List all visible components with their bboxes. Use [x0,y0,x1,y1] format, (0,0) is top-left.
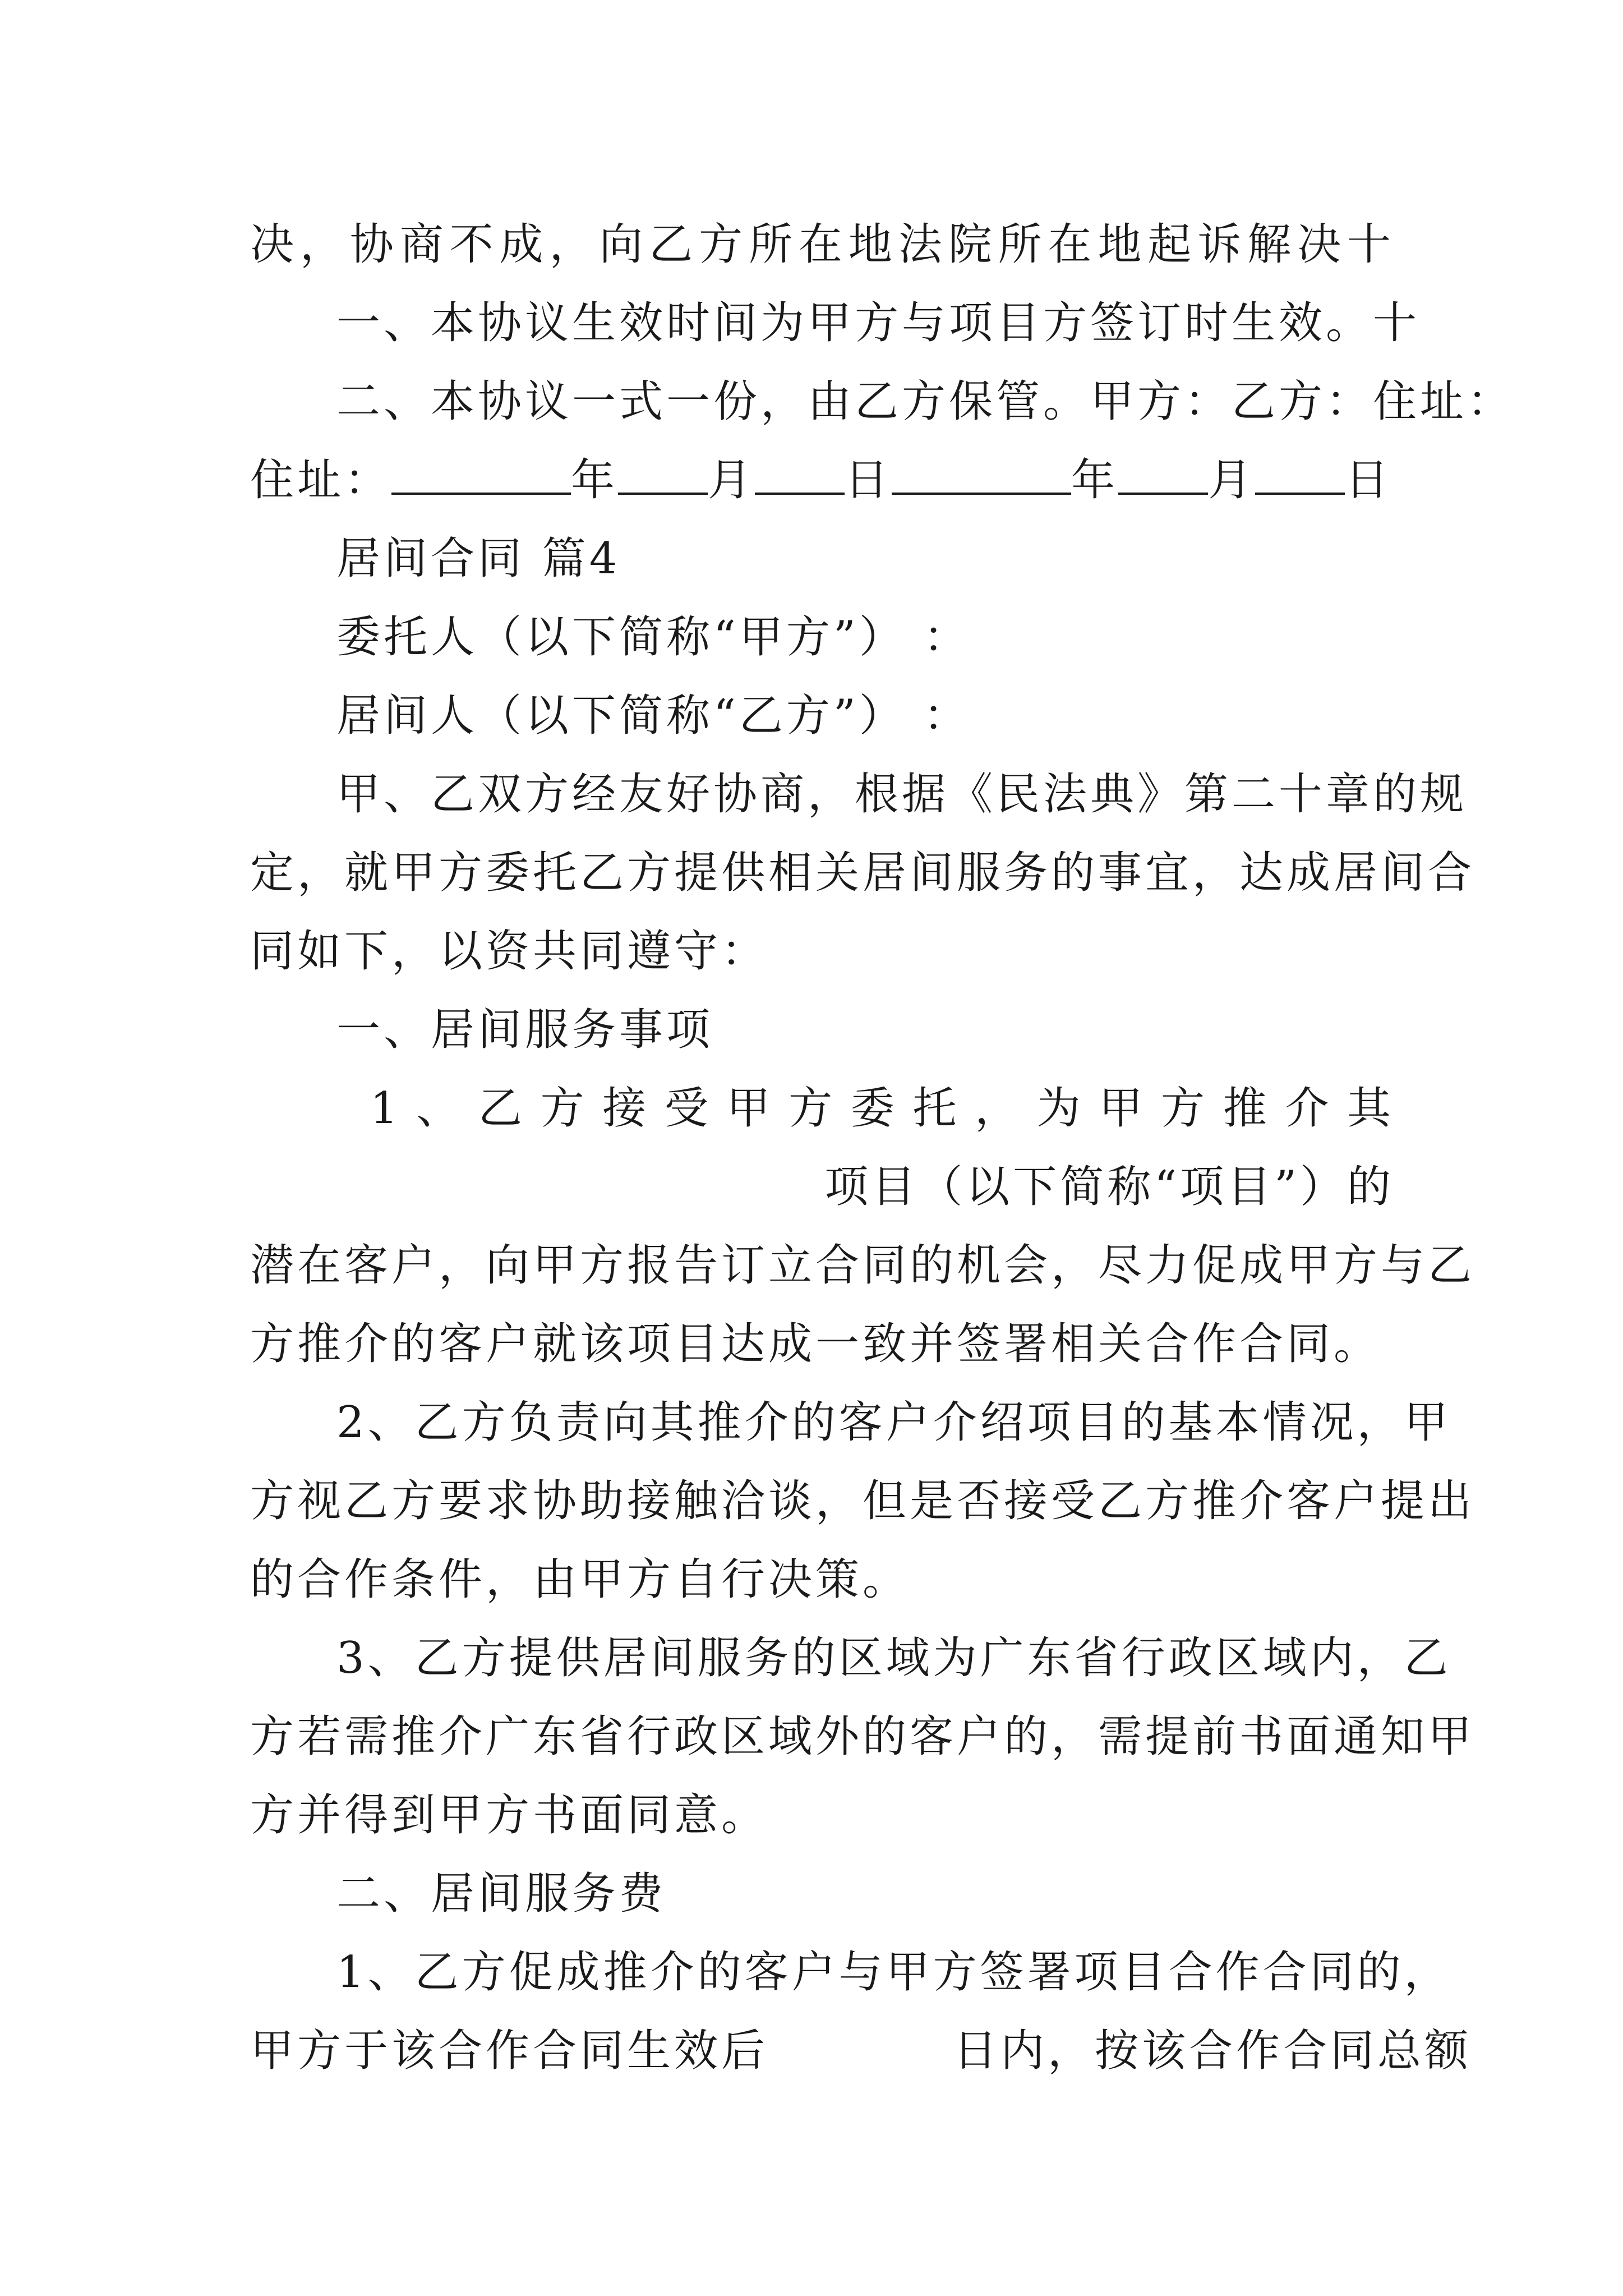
text-line: 方视乙方要求协助接触洽谈，但是否接受乙方推介客户提出 [250,1476,1476,1526]
text-segment: 日内，按该合作合同总额 [953,2026,1472,2076]
text-line: 一、本协议生效时间为甲方与项目方签订时生效。十 [336,298,1421,348]
year-label: 年 [1071,455,1119,505]
blank-field [892,453,1071,495]
text-line: 委托人（以下简称“甲方”） ： [336,612,971,662]
subsection-heading: 二、居间服务费 [336,1869,667,1919]
blank-field [618,453,708,495]
text-line: 方并得到甲方书面同意。 [250,1790,769,1841]
subsection-heading: 一、居间服务事项 [336,1005,714,1055]
address-label: 住址： [250,455,392,505]
text-line: 居间人（以下简称“乙方”） ： [336,691,971,741]
month-label: 月 [1208,455,1256,505]
text-line: 同如下，以资共同遵守： [250,926,769,977]
text-line: 方推介的客户就该项目达成一致并签署相关合作合同。 [250,1319,1381,1369]
blank-field [391,453,571,495]
blank-field [1118,453,1208,495]
text-line: 甲、乙双方经友好协商，根据《民法典》第二十章的规 [336,769,1468,820]
signature-date-line [250,452,1394,508]
blank-field [755,453,845,495]
text-line: 1、乙方接受甲方委托，为甲方推介其 [370,1083,1394,1134]
section-heading: 居间合同 篇4 [336,533,621,584]
text-line: 2、乙方负责向其推介的客户介绍项目的基本情况，甲 [336,1397,1451,1448]
year-label: 年 [571,455,619,505]
text-line: 决，协商不成，向乙方所在地法院所在地起诉解决十 [250,219,1394,270]
text-line: 定，就甲方委托乙方提供相关居间服务的事宜，达成居间合 [250,848,1476,898]
day-label: 日 [845,455,892,505]
month-label: 月 [708,455,755,505]
text-line: 的合作条件，由甲方自行决策。 [250,1554,910,1605]
text-line: 潜在客户，向甲方报告订立合同的机会，尽力促成甲方与乙 [250,1240,1476,1291]
text-segment: 甲方于该合作合同生效后 [250,2026,769,2076]
day-label: 日 [1345,455,1393,505]
text-line [250,2023,1472,2079]
blank-field [1255,453,1345,495]
text-line: 方若需推介广东省行政区域外的客户的，需提前书面通知甲 [250,1711,1476,1762]
text-line: 3、乙方提供居间服务的区域为广东省行政区域内，乙 [336,1633,1451,1683]
text-line: 项目（以下简称“项目”）的 [824,1162,1394,1212]
text-line: 二、本协议一式一份，由乙方保管。甲方：乙方：住址： [336,376,1515,427]
text-line: 1、乙方促成推介的客户与甲方签署项目合作合同的， [336,1947,1451,1998]
